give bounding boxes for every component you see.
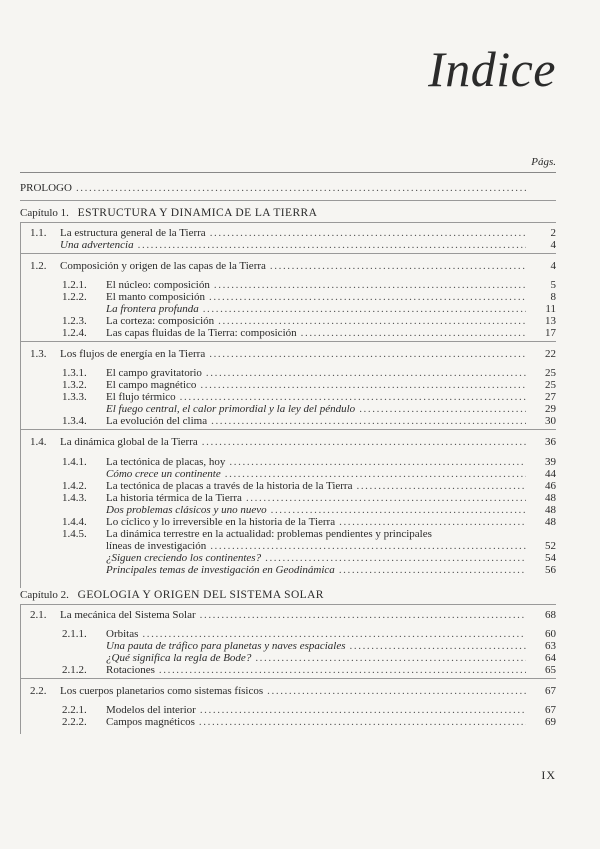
toc-entry-text: Cómo crece un continente	[106, 468, 221, 480]
toc-entry-page: 17	[545, 327, 556, 339]
toc-entry-text: El campo gravitatorio	[106, 367, 202, 379]
toc-entry-text: El campo magnético	[106, 379, 197, 391]
toc-entry-number: 1.4.1.	[62, 456, 87, 468]
toc-entry-page: 44	[545, 468, 556, 480]
toc-entry-number: 1.2.	[30, 260, 47, 272]
toc-entry-page: 56	[545, 564, 556, 576]
toc-entry[interactable]	[106, 492, 530, 504]
toc-entry-page: 4	[550, 260, 556, 272]
toc-entry-page: 65	[545, 664, 556, 676]
leader-dots	[203, 303, 526, 315]
toc-entry-text: Los flujos de energía en la Tierra	[60, 348, 206, 360]
leader-dots	[339, 516, 526, 528]
toc-entry[interactable]	[106, 504, 530, 516]
leader-dots	[350, 640, 526, 652]
leader-dots	[210, 540, 526, 552]
toc-entry-page: 29	[545, 403, 556, 415]
toc-entry[interactable]	[60, 227, 530, 239]
toc-entry-text: Los cuerpos planetarios como sistemas físicos	[60, 685, 264, 697]
toc-entry-page: 48	[545, 516, 556, 528]
toc-entry[interactable]	[106, 628, 530, 640]
leader-dots	[255, 652, 526, 664]
leader-dots	[339, 564, 526, 576]
toc-entry-text: La dinámica global de la Tierra	[60, 436, 198, 448]
toc-entry-text: Rotaciones	[106, 664, 155, 676]
leader-dots	[210, 227, 526, 239]
toc-entry-text: líneas de investigación	[106, 540, 207, 552]
toc-entry[interactable]	[106, 291, 530, 303]
leader-dots	[209, 348, 526, 360]
toc-entry-text: El núcleo: composición	[106, 279, 210, 291]
toc-entry-page: 36	[545, 436, 556, 448]
chapter-vertical-rule	[20, 604, 21, 734]
toc-entry[interactable]	[60, 348, 530, 360]
toc-entry-number: 1.3.2.	[62, 379, 87, 391]
toc-entry-text: La tectónica de placas a través de la historia de la Tierra	[106, 480, 353, 492]
toc-entry-text: La dinámica terrestre en la actualidad: problemas pendientes y principales	[106, 528, 432, 540]
toc-entry[interactable]	[106, 315, 530, 327]
leader-dots	[356, 480, 526, 492]
toc-entry-text: La estructura general de la Tierra	[60, 227, 206, 239]
toc-entry-number: 1.4.5.	[62, 528, 87, 540]
leader-dots	[246, 492, 526, 504]
chapter-label: Capítulo 1.	[20, 207, 69, 219]
toc-entry-text: Lo cíclico y lo irreversible en la historia de la Tierra	[106, 516, 336, 528]
toc-entry-number: 2.2.1.	[62, 704, 87, 716]
toc-entry[interactable]	[106, 415, 530, 427]
toc-entry-page: 27	[545, 391, 556, 403]
leader-dots	[199, 716, 526, 728]
toc-entry-number: 1.2.3.	[62, 315, 87, 327]
toc-entry[interactable]	[60, 436, 530, 448]
toc-entry-number: 1.3.3.	[62, 391, 87, 403]
section-rule	[20, 200, 556, 201]
chapter-label: Capítulo 2.	[20, 589, 69, 601]
toc-entry[interactable]	[106, 480, 530, 492]
toc-entry-page: 25	[545, 379, 556, 391]
toc-entry-text: La evolución del clima	[106, 415, 208, 427]
toc-entry-page: 52	[545, 540, 556, 552]
section-rule	[20, 341, 556, 342]
toc-entry[interactable]	[106, 552, 530, 564]
toc-entry-text: Principales temas de investigación en Geodinámica	[106, 564, 335, 576]
chapter-vertical-rule	[20, 222, 21, 588]
toc-entry-number: 1.2.4.	[62, 327, 87, 339]
toc-entry-text: El fuego central, el calor primordial y la ley del péndulo	[106, 403, 356, 415]
toc-entry[interactable]	[106, 528, 530, 540]
toc-entry-page: 64	[545, 652, 556, 664]
toc-entry[interactable]	[106, 564, 530, 576]
leader-dots	[265, 552, 526, 564]
leader-dots	[142, 628, 526, 640]
toc-entry[interactable]	[60, 239, 530, 251]
leader-dots	[200, 379, 526, 391]
toc-entry-number: 1.4.2.	[62, 480, 87, 492]
page-title: Indice	[428, 41, 556, 97]
leader-dots	[271, 504, 526, 516]
pages-header: Págs.	[531, 156, 556, 168]
toc-entry-number: 2.1.1.	[62, 628, 87, 640]
toc-entry[interactable]	[106, 652, 530, 664]
toc-entry-page: 60	[545, 628, 556, 640]
toc-entry[interactable]	[106, 540, 530, 552]
toc-entry[interactable]	[106, 403, 530, 415]
toc-entry-text: PROLOGO	[20, 182, 72, 194]
toc-entry[interactable]	[106, 468, 530, 480]
toc-entry-page: 48	[545, 492, 556, 504]
toc-entry-text: Las capas fluidas de la Tierra: composición	[106, 327, 297, 339]
toc-entry[interactable]	[60, 609, 530, 621]
toc-entry-number: 2.2.2.	[62, 716, 87, 728]
toc-entry[interactable]	[106, 379, 530, 391]
toc-entry-page: 2	[550, 227, 556, 239]
chapter-heading	[20, 589, 324, 601]
toc-entry-page: 13	[545, 315, 556, 327]
leader-dots	[270, 260, 526, 272]
toc-entry-text: La historia térmica de la Tierra	[106, 492, 242, 504]
toc-entry[interactable]	[106, 327, 530, 339]
toc-entry-number: 1.4.3.	[62, 492, 87, 504]
toc-entry-number: 2.1.2.	[62, 664, 87, 676]
toc-entry-page: 22	[545, 348, 556, 360]
toc-entry-page: 68	[545, 609, 556, 621]
chapter-rule	[20, 604, 556, 605]
leader-dots	[229, 456, 526, 468]
toc-entry[interactable]	[60, 685, 530, 697]
toc-entry[interactable]	[106, 391, 530, 403]
toc-entry-text: Dos problemas clásicos y uno nuevo	[106, 504, 267, 516]
toc-entry-page: 39	[545, 456, 556, 468]
toc-entry-text: Modelos del interior	[106, 704, 196, 716]
leader-dots	[202, 436, 526, 448]
toc-entry-page: 67	[545, 704, 556, 716]
chapter-heading	[20, 207, 317, 219]
toc-entry-text: Composición y origen de las capas de la Tierra	[60, 260, 266, 272]
leader-dots	[359, 403, 526, 415]
toc-entry[interactable]	[106, 367, 530, 379]
leader-dots	[159, 664, 526, 676]
chapter-title: ESTRUCTURA Y DINAMICA DE LA TIERRA	[77, 207, 318, 219]
toc-entry[interactable]	[60, 260, 530, 272]
toc-entry-number: 1.4.	[30, 436, 47, 448]
toc-entry-page: 46	[545, 480, 556, 492]
toc-entry-text: La mecánica del Sistema Solar	[60, 609, 196, 621]
toc-entry-text: Orbitas	[106, 628, 139, 640]
toc-entry[interactable]	[106, 704, 530, 716]
toc-entry-page: 54	[545, 552, 556, 564]
toc-entry[interactable]	[106, 279, 530, 291]
toc-entry-number: 1.3.	[30, 348, 47, 360]
toc-entry-page: 69	[545, 716, 556, 728]
leader-dots	[218, 315, 526, 327]
toc-entry-text: ¿Siguen creciendo los continentes?	[106, 552, 262, 564]
chapter-rule	[20, 222, 556, 223]
toc-entry-page: 11	[545, 303, 556, 315]
toc-entry-number: 2.2.	[30, 685, 47, 697]
toc-entry-page: 25	[545, 367, 556, 379]
header-rule	[20, 172, 556, 173]
toc-entry-page: 30	[545, 415, 556, 427]
toc-entry-text: Una advertencia	[60, 239, 134, 251]
toc-entry-number: 1.2.2.	[62, 291, 87, 303]
leader-dots	[211, 415, 526, 427]
toc-entry-text: La corteza: composición	[106, 315, 215, 327]
toc-entry-text: El manto composición	[106, 291, 205, 303]
toc-entry-number: 1.3.1.	[62, 367, 87, 379]
toc-entry-page: 67	[545, 685, 556, 697]
toc-entry-number: 1.2.1.	[62, 279, 87, 291]
leader-dots	[267, 685, 526, 697]
leader-dots	[76, 182, 526, 194]
toc-entry-page: 63	[545, 640, 556, 652]
toc-entry-text: Campos magnéticos	[106, 716, 195, 728]
leader-dots	[180, 391, 526, 403]
leader-dots	[214, 279, 526, 291]
toc-entry-page: 5	[550, 279, 556, 291]
toc-entry-text: ¿Qué significa la regla de Bode?	[106, 652, 252, 664]
toc-entry[interactable]	[106, 664, 530, 676]
leader-dots	[206, 367, 526, 379]
leader-dots	[138, 239, 526, 251]
toc-entry-page: 4	[550, 239, 556, 251]
toc-entry-page: 8	[550, 291, 556, 303]
toc-entry-text: Una pauta de tráfico para planetas y naves espaciales	[106, 640, 346, 652]
toc-entry-text: La frontera profunda	[106, 303, 199, 315]
toc-entry-page: 48	[545, 504, 556, 516]
toc-entry-text: La tectónica de placas, hoy	[106, 456, 226, 468]
toc-entry-number: 1.4.4.	[62, 516, 87, 528]
leader-dots	[225, 468, 526, 480]
section-rule	[20, 253, 556, 254]
section-rule	[20, 429, 556, 430]
toc-entry[interactable]	[106, 640, 530, 652]
toc-entry-number: 1.1.	[30, 227, 47, 239]
toc-entry-number: 1.3.4.	[62, 415, 87, 427]
leader-dots	[200, 704, 526, 716]
toc-entry-prologo[interactable]	[20, 182, 530, 194]
toc-entry-text: El flujo térmico	[106, 391, 176, 403]
leader-dots	[200, 609, 526, 621]
section-rule	[20, 678, 556, 679]
toc-entry[interactable]	[106, 516, 530, 528]
page-folio: IX	[541, 768, 556, 782]
toc-entry[interactable]	[106, 303, 530, 315]
leader-dots	[301, 327, 526, 339]
leader-dots	[209, 291, 526, 303]
toc-entry[interactable]	[106, 456, 530, 468]
toc-entry-number: 2.1.	[30, 609, 47, 621]
chapter-title: GEOLOGIA Y ORIGEN DEL SISTEMA SOLAR	[77, 589, 324, 601]
toc-entry[interactable]	[106, 716, 530, 728]
